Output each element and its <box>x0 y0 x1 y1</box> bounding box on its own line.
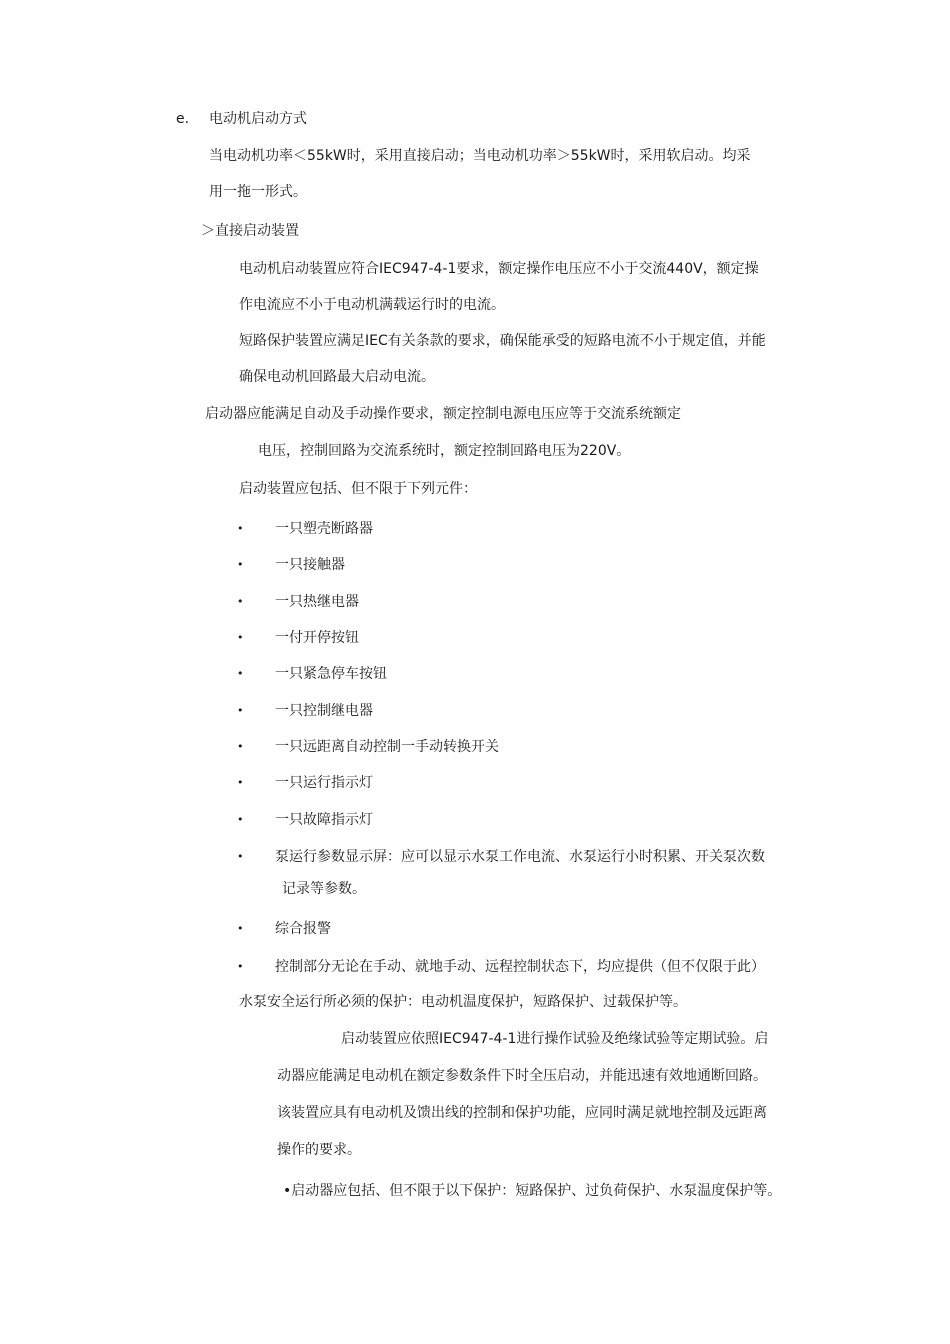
list-item: 一只热继电器 <box>275 594 359 610</box>
bullet-icon: • <box>237 631 244 644</box>
protection-line: •启动器应包括、但不限于以下保护：短路保护、过负荷保护、水泵温度保护等。 <box>283 1183 782 1199</box>
components-intro: 启动装置应包括、但不限于下列元件： <box>239 481 477 497</box>
list-item: 泵运行参数显示屏：应可以显示水泵工作电流、水泵运行小时积累、开关泵次数 <box>275 849 765 865</box>
list-item: 一只故障指示灯 <box>275 812 373 828</box>
starter-line-2: 电压，控制回路为交流系统时，额定控制回路电压为220V。 <box>258 443 631 459</box>
intro-line-2: 用一拖一形式。 <box>209 184 307 200</box>
direct-start-para1-line1: 电动机启动装置应符合IEC947-4-1要求，额定操作电压应不小于交流440V，额定操 <box>239 261 759 277</box>
bullet-icon: • <box>237 776 244 789</box>
section-title: 电动机启动方式 <box>209 111 307 127</box>
list-item-continuation: 水泵安全运行所必须的保护：电动机温度保护，短路保护、过载保护等。 <box>239 994 687 1010</box>
bullet-icon: • <box>237 960 244 973</box>
bullet-icon: • <box>237 922 244 935</box>
list-item: 一只紧急停车按钮 <box>275 666 387 682</box>
bullet-icon: • <box>237 667 244 680</box>
list-item: 一只控制继电器 <box>275 703 373 719</box>
bullet-icon: • <box>237 704 244 717</box>
tests-line-4: 操作的要求。 <box>277 1142 361 1158</box>
list-item-continuation: 记录等参数。 <box>282 881 366 897</box>
direct-start-para2-line1: 短路保护装置应满足IEC有关条款的要求，确保能承受的短路电流不小于规定值，并能 <box>239 333 766 349</box>
bullet-icon: • <box>237 740 244 753</box>
tests-line-1: 启动装置应依照IEC947-4-1进行操作试验及绝缘试验等定期试验。启 <box>341 1031 769 1047</box>
tests-line-3: 该装置应具有电动机及馈出线的控制和保护功能，应同时满足就地控制及远距离 <box>277 1105 767 1121</box>
tests-line-2: 动器应能满足电动机在额定参数条件下时全压启动，并能迅速有效地通断回路。 <box>277 1068 767 1084</box>
list-item: 一付开停按钮 <box>275 630 359 646</box>
list-item: 一只接触器 <box>275 557 345 573</box>
bullet-icon: • <box>237 522 244 535</box>
intro-line-1: 当电动机功率＜55kW时，采用直接启动；当电动机功率＞55kW时，采用软启动。均采 <box>209 148 751 164</box>
bullet-icon: • <box>237 558 244 571</box>
direct-start-para1-line2: 作电流应不小于电动机满载运行时的电流。 <box>239 297 505 313</box>
section-marker: e. <box>176 111 190 127</box>
list-item: 一只塑壳断路器 <box>275 521 373 537</box>
direct-start-heading: ＞直接启动装置 <box>201 223 299 239</box>
list-item: 一只远距离自动控制一手动转换开关 <box>275 739 499 755</box>
bullet-icon: • <box>237 850 244 863</box>
list-item: 控制部分无论在手动、就地手动、远程控制状态下，均应提供（但不仅限于此） <box>275 959 765 975</box>
list-item: 综合报警 <box>275 921 331 937</box>
bullet-icon: • <box>237 595 244 608</box>
starter-line-1: 启动器应能满足自动及手动操作要求，额定控制电源电压应等于交流系统额定 <box>205 406 681 422</box>
direct-start-para2-line2: 确保电动机回路最大启动电流。 <box>239 369 435 385</box>
bullet-icon: • <box>237 813 244 826</box>
list-item: 一只运行指示灯 <box>275 775 373 791</box>
